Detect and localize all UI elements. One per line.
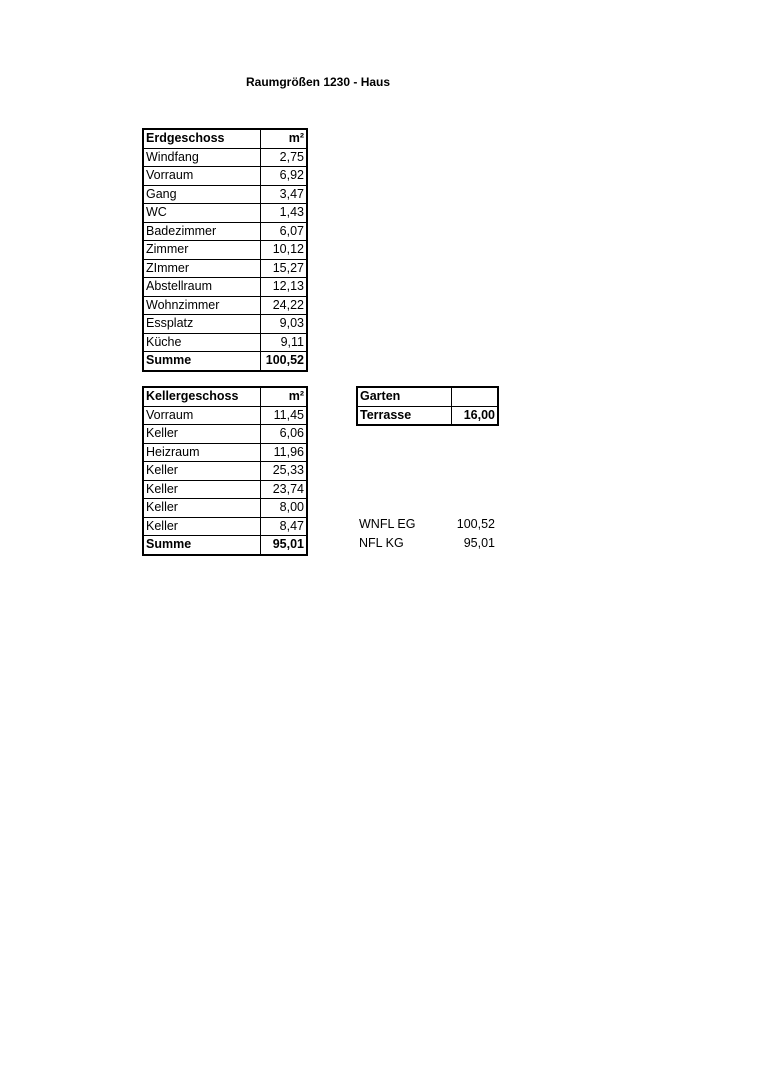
room-name: Wohnzimmer	[143, 296, 260, 315]
room-name: ZImmer	[143, 259, 260, 278]
total-label: Summe	[143, 536, 260, 555]
room-name: Windfang	[143, 148, 260, 167]
erdgeschoss-table	[142, 128, 308, 372]
room-area: 11,96	[260, 443, 307, 462]
total-value: 100,52	[260, 352, 307, 371]
room-name: Gang	[143, 185, 260, 204]
room-area: 1,43	[260, 204, 307, 223]
table-header-row	[357, 387, 498, 406]
room-area: 8,47	[260, 517, 307, 536]
table-row	[357, 406, 498, 425]
column-header-room: Erdgeschoss	[143, 129, 260, 148]
table-row	[143, 315, 307, 334]
table-total-row	[143, 536, 307, 555]
table-row	[143, 278, 307, 297]
room-area: 6,92	[260, 167, 307, 186]
room-area: 15,27	[260, 259, 307, 278]
room-name: WC	[143, 204, 260, 223]
room-area: 25,33	[260, 462, 307, 481]
table-total-row	[143, 352, 307, 371]
table-row	[143, 296, 307, 315]
summary-row-nfl-kg	[359, 536, 495, 554]
room-name: Abstellraum	[143, 278, 260, 297]
table-row	[143, 185, 307, 204]
room-area: 24,22	[260, 296, 307, 315]
room-area: 2,75	[260, 148, 307, 167]
room-name: Keller	[143, 517, 260, 536]
table-row	[143, 499, 307, 518]
room-name: Vorraum	[143, 167, 260, 186]
room-area: 6,06	[260, 425, 307, 444]
garten-header-value	[451, 387, 498, 406]
table-row	[143, 241, 307, 260]
room-area: 9,03	[260, 315, 307, 334]
room-area: 23,74	[260, 480, 307, 499]
room-name: Zimmer	[143, 241, 260, 260]
table-row	[143, 259, 307, 278]
room-name: Küche	[143, 333, 260, 352]
column-header-unit: m²	[260, 129, 307, 148]
summary-label: WNFL EG	[359, 517, 416, 531]
table-row	[143, 148, 307, 167]
table-header-row	[143, 129, 307, 148]
room-name: Vorraum	[143, 406, 260, 425]
table-header-row	[143, 387, 307, 406]
column-header-unit: m²	[260, 387, 307, 406]
table-row	[143, 222, 307, 241]
room-area: 9,11	[260, 333, 307, 352]
table-row	[143, 167, 307, 186]
garten-table	[356, 386, 499, 426]
table-row	[143, 480, 307, 499]
room-area: 3,47	[260, 185, 307, 204]
room-name: Keller	[143, 462, 260, 481]
room-name: Heizraum	[143, 443, 260, 462]
table-row	[143, 425, 307, 444]
column-header-room: Kellergeschoss	[143, 387, 260, 406]
summary-value: 100,52	[456, 517, 495, 531]
page-title: Raumgrößen 1230 - Haus	[246, 75, 391, 89]
room-name: Keller	[143, 480, 260, 499]
room-name: Essplatz	[143, 315, 260, 334]
room-area: 12,13	[260, 278, 307, 297]
garten-header: Garten	[357, 387, 451, 406]
summary-label: NFL KG	[359, 536, 404, 550]
room-area: 11,45	[260, 406, 307, 425]
table-row	[143, 333, 307, 352]
table-row	[143, 204, 307, 223]
room-area: 6,07	[260, 222, 307, 241]
table-row	[143, 462, 307, 481]
total-value: 95,01	[260, 536, 307, 555]
table-row	[143, 443, 307, 462]
table-row	[143, 406, 307, 425]
room-area: 10,12	[260, 241, 307, 260]
room-name: Keller	[143, 425, 260, 444]
room-area: 8,00	[260, 499, 307, 518]
summary-value: 95,01	[463, 536, 495, 550]
terrasse-value: 16,00	[451, 406, 498, 425]
room-name: Keller	[143, 499, 260, 518]
room-name: Badezimmer	[143, 222, 260, 241]
total-label: Summe	[143, 352, 260, 371]
kellergeschoss-table	[142, 386, 308, 556]
terrasse-label: Terrasse	[357, 406, 451, 425]
summary-row-wnfl-eg	[359, 517, 495, 535]
table-row	[143, 517, 307, 536]
